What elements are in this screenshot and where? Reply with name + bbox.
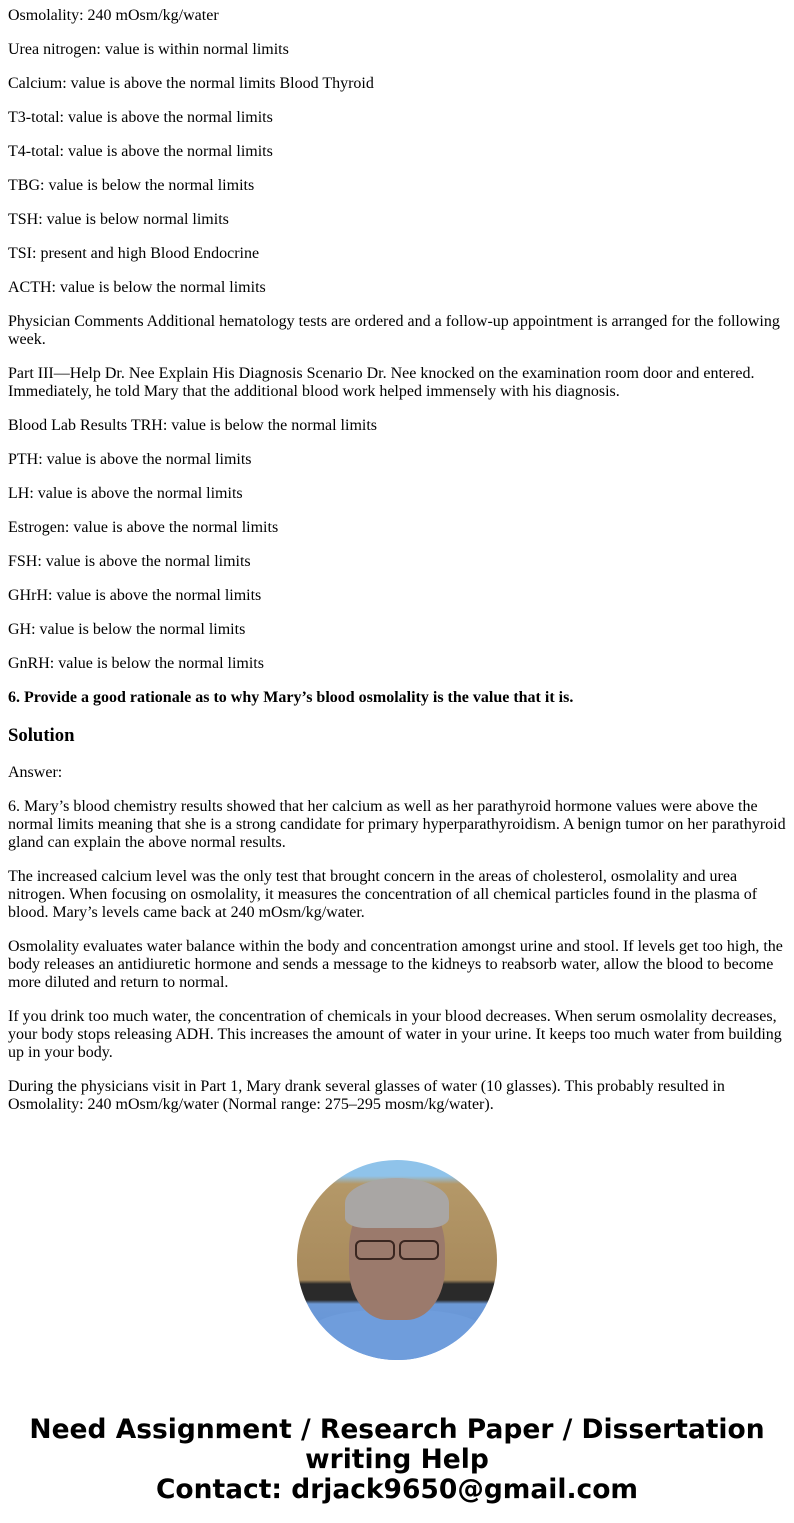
solution-heading: Solution [8, 725, 75, 746]
lab-result-paragraph: LH: value is above the normal limits [8, 485, 243, 502]
lab-result-paragraph: PTH: value is above the normal limits [8, 451, 252, 468]
author-avatar [297, 1160, 497, 1360]
answer-paragraph: Osmolality evaluates water balance within the body and concentration amongst urine and stool. If levels get too high, the body releases an antidiuretic hormone and sends a message to the kidneys to reabsorb water, allow the blood to become more diluted and return to normal. [8, 938, 783, 991]
lab-result-paragraph: Estrogen: value is above the normal limits [8, 519, 279, 536]
lab-result-paragraph: Urea nitrogen: value is within normal limits [8, 41, 289, 58]
lab-result-paragraph: Blood Lab Results TRH: value is below the normal limits [8, 417, 378, 434]
lab-result-paragraph: Calcium: value is above the normal limits Blood Thyroid [8, 75, 374, 92]
lab-result-paragraph: Osmolality: 240 mOsm/kg/water [8, 7, 219, 24]
lab-result-paragraph: GHrH: value is above the normal limits [8, 587, 262, 604]
answer-paragraph: During the physicians visit in Part 1, Mary drank several glasses of water (10 glasses). This probably resulted in Osmolality: 240 mOsm/kg/water (Normal range: 275–295 mosm/kg/water). [8, 1078, 725, 1113]
lab-result-paragraph: Physician Comments Additional hematology tests are ordered and a follow-up appointment is arranged for the following week. [8, 313, 780, 348]
lab-result-paragraph: FSH: value is above the normal limits [8, 553, 251, 570]
lab-results [8, 7, 786, 673]
lab-result-paragraph: T3-total: value is above the normal limits [8, 109, 273, 126]
lab-result-paragraph: TBG: value is below the normal limits [8, 177, 255, 194]
question: 6. Provide a good rationale as to why Mary’s blood osmolality is the value that it is. [8, 689, 574, 706]
answer-paragraph: The increased calcium level was the only test that brought concern in the areas of cholesterol, osmolality and urea nitrogen. When focusing on osmolality, it measures the concentration of all chemical particles found in the plasma of blood. Mary’s levels came back at 240 mOsm/kg/water. [8, 868, 758, 921]
document-content [8, 7, 786, 1114]
answer-paragraph: Answer: [8, 764, 63, 781]
promo-line: Need Assignment / Research Paper / Dissertation writing Help [29, 1414, 765, 1475]
lab-result-paragraph: TSH: value is below normal limits [8, 211, 229, 228]
answer-section [8, 764, 786, 1114]
promo-banner [0, 1415, 794, 1505]
lab-result-paragraph: GH: value is below the normal limits [8, 621, 246, 638]
lab-result-paragraph: ACTH: value is below the normal limits [8, 279, 266, 296]
lab-result-paragraph: Part III—Help Dr. Nee Explain His Diagnosis Scenario Dr. Nee knocked on the examination room door and entered. Immediately, he told Mary that the additional blood work helped immensely with his diagnosis. [8, 365, 755, 400]
promo-contact: Contact: drjack9650@gmail.com [155, 1474, 639, 1505]
lab-result-paragraph: T4-total: value is above the normal limits [8, 143, 273, 160]
answer-paragraph: 6. Mary’s blood chemistry results showed that her calcium as well as her parathyroid hormone values were above the normal limits meaning that she is a strong candidate for primary hyperparathyroidism. A benign tumor on her parathyroid gland can explain the above normal results. [8, 798, 786, 851]
lab-result-paragraph: TSI: present and high Blood Endocrine [8, 245, 260, 262]
lab-result-paragraph: GnRH: value is below the normal limits [8, 655, 264, 672]
avatar-container [0, 1160, 794, 1365]
answer-paragraph: If you drink too much water, the concentration of chemicals in your blood decreases. When serum osmolality decreases, your body stops releasing ADH. This increases the amount of water in your urine. It keeps too much water from building up in your body. [8, 1008, 782, 1061]
